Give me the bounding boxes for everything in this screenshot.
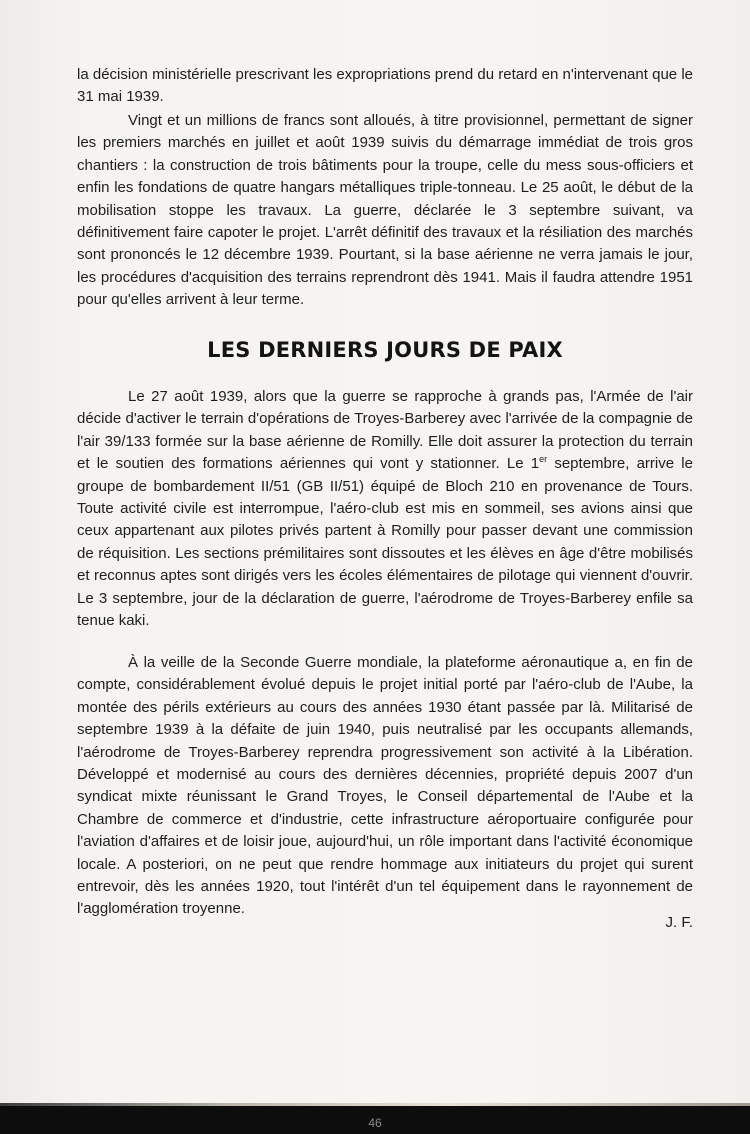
paragraph-conclusion: À la veille de la Seconde Guerre mondiale, la plateforme aéronautique a, en fin de compte, considérablement évolué depuis le projet initial porté par l'aéro-club de l'Aube, la montée des périls extérieurs au cours des années 1930 étant passée par là. Militarisé de septembre 1939 à la défaite de juin 1940, puis neutralisé par les occupants allemands, l'aérodrome de Troyes-Barberey reprendra progressivement son activité à la Libération. Développé et modernisé au cours des dernières décennies, propriété depuis 2007 d'un syndicat mixte réunissant le Grand Troyes, le Conseil départemental de l'Aube et la Chambre de commerce et d'industrie, cette infrastructure aéroportuaire configurée pour l'aviation d'affaires et de loisir joue, aujourd'hui, un rôle important dans l'activité économique locale. A posteriori, on ne peut que rendre hommage aux initiateurs du projet qui surent entrevoir, dès les années 1920, tout l'intérêt d'un tel équipement dans le rayonnement de l'agglomération troyenne.: [77, 654, 693, 918]
page-number: 46: [368, 1116, 382, 1130]
continuation-paragraph: la décision ministérielle prescrivant les expropriations prend du retard en n'intervenant que le 31 mai 1939.: [77, 66, 693, 106]
author-signature: J. F.: [665, 914, 693, 931]
superscript-er: er: [539, 454, 548, 465]
paragraph-last-days-part-2: septembre, arrive le groupe de bombardement II/51 (GB II/51) équipé de Bloch 210 en provenance de Tours. Toute activité civile est interrompue, l'aéro-club est mis en sommeil, ses avions ainsi que ceux appartenant aux pilotes privés partent à Romilly pour passer devant une commission de réquisition. Les sections prémilitaires sont dissoutes et les élèves en âge d'être mobilisés et reconnus aptes sont dirigés vers les écoles élémentaires de pilotage qui viennent d'ouvrir. Le 3 septembre, jour de la déclaration de guerre, l'aérodrome de Troyes-Barberey enfile sa tenue kaki.: [77, 455, 693, 630]
section-heading: LES DERNIERS JOURS DE PAIX: [207, 338, 563, 362]
paragraph-last-days-part-1: Le 27 août 1939, alors que la guerre se rapproche à grands pas, l'Armée de l'air décide d'activer le terrain d'opérations de Troyes-Barberey avec l'arrivée de la compagnie de l'air 39/133 formée sur la base aérienne de Romilly. Elle doit assurer la protection du terrain et le soutien des formations aériennes qui vont y stationner. Le 1: [77, 388, 693, 473]
paragraph-funding: Vingt et un millions de francs sont alloués, à titre provisionnel, permettant de signer les premiers marchés en juillet et août 1939 suivis du démarrage immédiat de trois gros chantiers : la construction de trois bâtiments pour la troupe, celle du mess sous-officiers et enfin les fondations de quatre hangars métalliques triple-tonneau. Le 25 août, le début de la mobilisation stoppe les travaux. La guerre, déclarée le 3 septembre suivant, va définitivement faire capoter le projet. L'arrêt définitif des travaux et la résiliation des marchés sont prononcés le 12 décembre 1939. Pourtant, si la base aérienne ne verra jamais le jour, les procédures d'acquisition des terrains reprendront dès 1941. Mais il faudra attendre 1951 pour qu'elles arrivent à leur terme.: [77, 112, 693, 309]
paragraph-last-days: [77, 386, 693, 632]
